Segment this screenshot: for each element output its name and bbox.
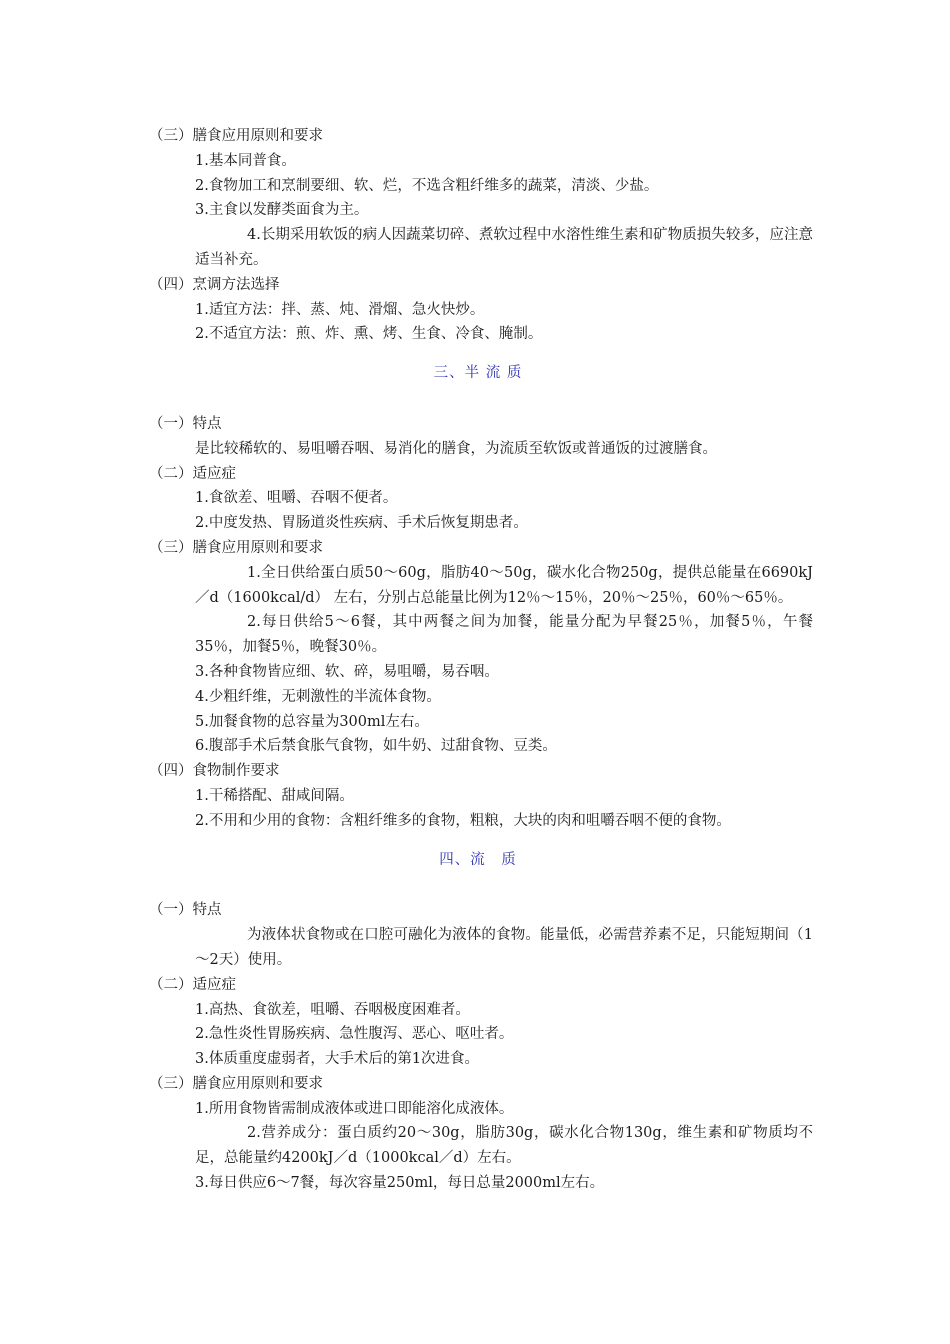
subsection-heading: （四）烹调方法选择	[149, 276, 280, 293]
paragraph: 2.不适宜方法：煎、炸、熏、烤、生食、冷食、腌制。	[195, 326, 543, 343]
paragraph: 2.急性炎性胃肠疾病、急性腹泻、恶心、呕吐者。	[195, 1026, 514, 1043]
paragraph: 4.长期采用软饭的病人因蔬菜切碎、煮软过程中水溶性维生素和矿物质损失较多，应注意适当补充。	[195, 227, 813, 268]
paragraph: 1.基本同普食。	[195, 152, 296, 169]
paragraph: 1.干稀搭配、甜咸间隔。	[195, 787, 354, 804]
subsection-heading: （三）膳食应用原则和要求	[149, 539, 323, 556]
subsection-heading: （一）特点	[149, 415, 222, 432]
subsection-heading: （四）食物制作要求	[149, 763, 280, 780]
paragraph: 1.食欲差、咀嚼、吞咽不便者。	[195, 490, 398, 507]
subsection-heading: （三）膳食应用原则和要求	[149, 128, 323, 144]
paragraph: 为液体状食物或在口腔可融化为液体的食物。能量低，必需营养素不足，只能短期间（1～2天）使用。	[195, 927, 813, 968]
section-title: 三、半 流 质	[433, 365, 523, 382]
paragraph: 6.腹部手术后禁食胀气食物，如牛奶、过甜食物、豆类。	[195, 738, 557, 755]
subsection-heading: （二）适应症	[149, 976, 236, 993]
paragraph: 4.少粗纤维，无刺激性的半流体食物。	[195, 688, 441, 705]
paragraph: 1.全日供给蛋白质50～60g，脂肪40～50g，碳水化合物250g，提供总能量在6690kJ／d（1600kcal/d） 左右，分别占总能量比例为12％～15％，20％～25％，60％～65％。	[195, 564, 813, 606]
paragraph: 2.不用和少用的食物：含粗纤维多的食物，粗粮，大块的肉和咀嚼吞咽不便的食物。	[195, 812, 731, 829]
paragraph: 1.所用食物皆需制成液体或进口即能溶化成液体。	[195, 1100, 514, 1117]
paragraph: 1.高热、食欲差，咀嚼、吞咽极度困难者。	[195, 1001, 470, 1018]
subsection-heading: （一）特点	[149, 902, 222, 919]
paragraph: 2.每日供给5～6餐，其中两餐之间为加餐，能量分配为早餐25％，加餐5％，午餐35％，加餐5％，晚餐30％。	[195, 614, 813, 656]
paragraph: 5.加餐食物的总容量为300ml左右。	[195, 713, 429, 730]
paragraph: 2.食物加工和烹制要细、软、烂，不选含粗纤维多的蔬菜，清淡、少盐。	[195, 177, 659, 194]
subsection-heading: （二）适应症	[149, 465, 236, 482]
subsection-heading: （三）膳食应用原则和要求	[149, 1075, 323, 1092]
document-body	[143, 124, 813, 1196]
paragraph: 2.营养成分：蛋白质约20～30g，脂肪30g，碳水化合物130g，维生素和矿物质均不足，总能量约4200kJ／d（1000kcal／d）左右。	[195, 1125, 813, 1167]
paragraph: 3.体质重度虚弱者，大手术后的第1次进食。	[195, 1051, 480, 1068]
paragraph: 是比较稀软的、易咀嚼吞咽、易消化的膳食，为流质至软饭或普通饭的过渡膳食。	[195, 440, 717, 457]
paragraph: 1.适宜方法：拌、蒸、炖、滑熘、急火快炒。	[195, 301, 485, 318]
paragraph: 3.各种食物皆应细、软、碎，易咀嚼，易吞咽。	[195, 663, 499, 680]
paragraph: 2.中度发热、胃肠道炎性疾病、手术后恢复期患者。	[195, 515, 528, 532]
paragraph: 3.每日供应6～7餐，每次容量250ml，每日总量2000ml左右。	[195, 1175, 605, 1192]
paragraph: 3.主食以发酵类面食为主。	[195, 202, 369, 219]
section-title: 四、流 质	[439, 851, 517, 868]
